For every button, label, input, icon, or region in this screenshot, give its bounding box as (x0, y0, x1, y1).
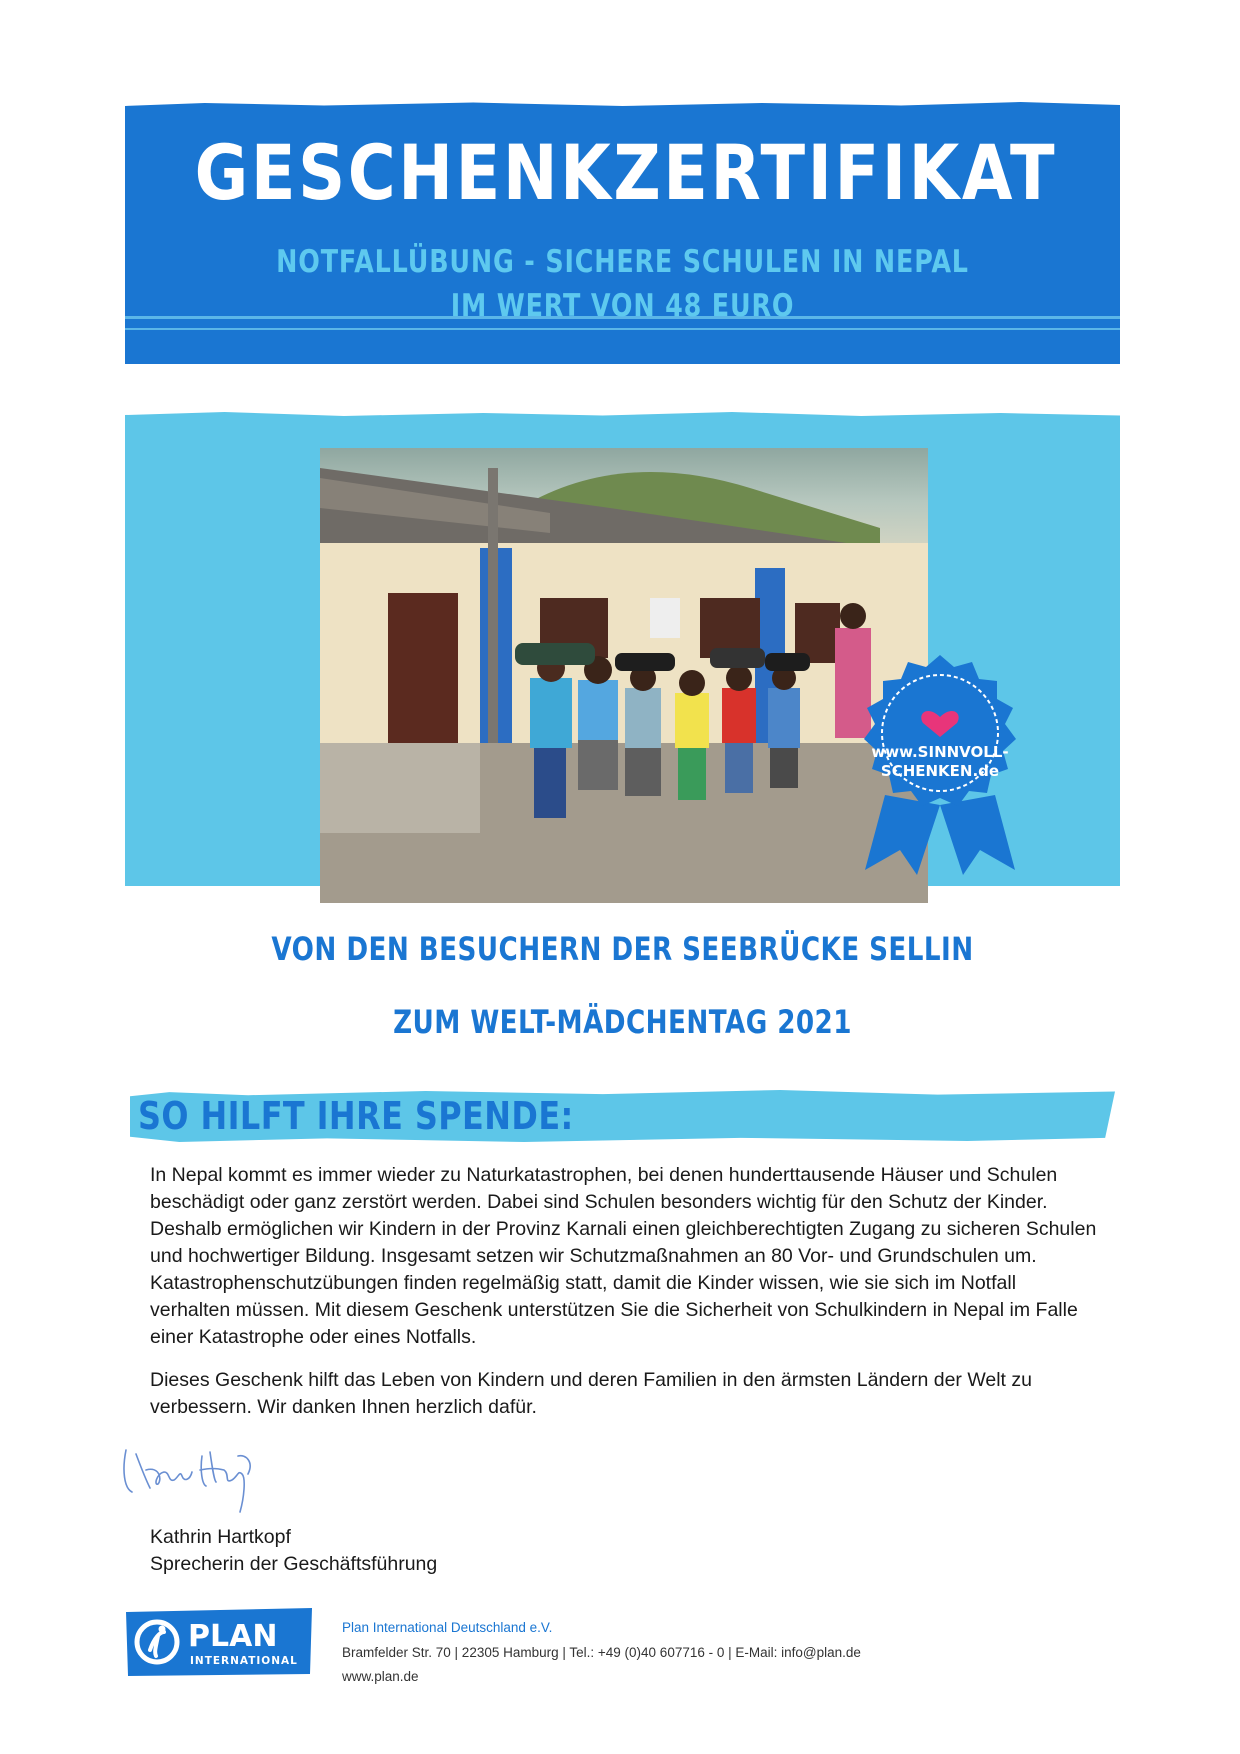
organization-name: Plan International Deutschland e.V. (342, 1620, 553, 1635)
signer-role: Sprecherin der Geschäftsführung (150, 1553, 438, 1575)
plan-logo-sub: INTERNATIONAL (190, 1655, 298, 1667)
donor-occasion-line: ZUM WELT-MÄDCHENTAG 2021 (393, 1003, 852, 1041)
header-banner (125, 106, 1120, 364)
header-ragged-edge (125, 100, 1120, 110)
certificate-value: IM WERT VON 48 EURO (450, 288, 795, 324)
header-stripe (125, 328, 1120, 330)
badge-text-line2: SCHENKEN.de (880, 762, 1000, 780)
plan-international-logo (124, 1608, 314, 1676)
organization-address: Bramfelder Str. 70 | 22305 Hamburg | Tel.: +49 (0)40 607716 - 0 | E-Mail: info@plan.de (342, 1645, 861, 1660)
school-children-photo (320, 448, 928, 903)
section-heading: SO HILFT IHRE SPENDE: (138, 1094, 574, 1138)
certificate-title: GESCHENKZERTIFIKAT (194, 128, 1058, 217)
donor-from-line: VON DEN BESUCHERN DER SEEBRÜCKE SELLIN (271, 930, 974, 968)
sinnvoll-schenken-badge (845, 655, 1035, 875)
plan-logo-word: PLAN (188, 1619, 278, 1654)
photo-band-ragged-edge (125, 410, 1120, 420)
thank-you-paragraph: Dieses Geschenk hilft das Leben von Kindern und deren Familien in den ärmsten Ländern der Welt zu verbessern. Wir danken Ihnen herzlich dafür. (150, 1369, 1032, 1418)
school-scene-illustration (320, 448, 928, 903)
badge-text-line1: www.SINNVOLL- (871, 743, 1009, 761)
signer-name: Kathrin Hartkopf (150, 1526, 291, 1548)
handwritten-signature (120, 1440, 270, 1520)
certificate-subtitle: NOTFALLÜBUNG - SICHERE SCHULEN IN NEPAL (276, 244, 969, 280)
description-paragraph: In Nepal kommt es immer wieder zu Naturkatastrophen, bei denen hunderttausende Häuser und Schulen beschädigt oder ganz zerstört werden. Dabei sind Schulen besonders wichtig für den Schutz der Kinder. Deshalb ermöglichen wir Kindern in der Provinz Karnali einen gleichberechtigten Zugang zu sicheren Schulen und hochwertiger Bildung. Insgesamt setzen wir Schutzmaßnahmen an 80 Vor- und Grundschulen um. Katastrophenschutzübungen finden regelmäßig statt, damit die Kinder wissen, wie sie sich im Notfall verhalten müssen. Mit diesem Geschenk unterstützen Sie die Sicherheit von Schulkindern in Nepal im Falle einer Katastrophe oder eines Notfalls. (150, 1164, 1097, 1348)
organization-website: www.plan.de (342, 1669, 419, 1684)
